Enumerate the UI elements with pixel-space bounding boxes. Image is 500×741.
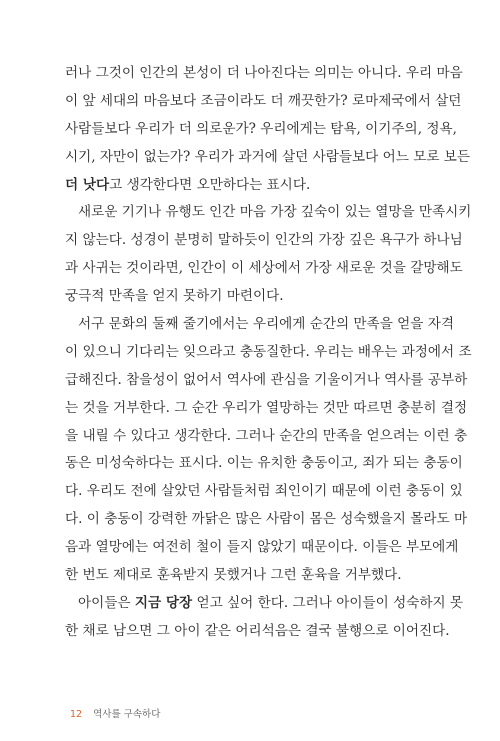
text-line <box>65 506 468 534</box>
text-run: 서구 문화의 둘째 줄기에서는 우리에게 순간의 만족을 얻을 자격 <box>78 316 454 333</box>
text-run: 이 있으니 기다리는 잊으라고 충동질한다. 우리는 배우는 과정에서 조 <box>65 343 472 360</box>
text-run: 사람들보다 우리가 더 의로운가? 우리에게는 탐욕, 이기주의, 정욕, <box>65 120 457 137</box>
text-run: 고 생각한다면 오만하다는 표시다. <box>109 176 311 193</box>
text-line <box>65 590 464 618</box>
text-line <box>65 534 459 562</box>
text-line <box>65 255 463 283</box>
text-run: 이 앞 세대의 마음보다 조금이라도 더 깨끗한가? 로마제국에서 살던 <box>65 92 462 109</box>
bold-text: 지금 당장 <box>134 594 193 611</box>
text-run: 동은 미성숙하다는 표시다. 이는 유치한 충동이고, 죄가 되는 충동이 <box>65 455 463 472</box>
text-run: 궁극적 만족을 얻지 못하기 마련이다. <box>65 288 284 305</box>
text-line <box>65 60 463 88</box>
text-run: 과 사귀는 것이라면, 인간이 이 세상에서 가장 새로운 것을 갈망해도 <box>65 260 463 277</box>
text-line <box>65 618 450 646</box>
text-run: 을 내릴 수 있다고 생각한다. 그러나 순간의 만족을 얻으려는 이런 충 <box>65 427 468 444</box>
text-line <box>65 172 437 200</box>
running-title: 역사를 구속하다 <box>93 709 161 720</box>
text-line <box>65 199 472 227</box>
page-footer <box>70 709 160 721</box>
page-number: 12 <box>70 709 83 720</box>
paragraph <box>65 60 471 199</box>
text-run: 다. 이 충동이 강력한 까닭은 많은 사람이 몸은 성숙했을지 몰라도 마 <box>65 511 468 528</box>
page-body <box>65 60 472 646</box>
text-run: 음과 열망에는 여전히 철이 들지 않았기 때문이다. 이들은 부모에게 <box>65 539 459 556</box>
text-run: 얻고 싶어 한다. 그러나 아이들이 성숙하지 못 <box>192 594 464 611</box>
text-line <box>65 395 468 423</box>
text-line <box>65 116 457 144</box>
text-run: 아이들은 <box>78 594 135 611</box>
text-run: 는 것을 거부한다. 그 순간 우리가 열망하는 것만 따르면 충분히 결정 <box>65 399 468 416</box>
bold-text: 더 낫다 <box>65 176 110 193</box>
text-line <box>65 423 468 451</box>
text-run: 다. 우리도 전에 살았던 사람들처럼 죄인이기 때문에 이런 충동이 있 <box>65 483 463 500</box>
text-line <box>65 562 437 590</box>
paragraph <box>65 311 472 590</box>
text-line <box>65 144 471 172</box>
text-line <box>65 367 468 395</box>
text-run: 한 채로 남으면 그 아이 같은 어리석음은 결국 불행으로 이어진다. <box>65 622 450 639</box>
text-line <box>65 450 463 478</box>
text-run: 새로운 기기나 유행도 인간 마음 가장 깊숙이 있는 열망을 만족시키 <box>78 204 472 221</box>
text-line <box>65 283 437 311</box>
text-line <box>65 478 463 506</box>
text-run: 급해진다. 참을성이 없어서 역사에 관심을 기울이거나 역사를 공부하 <box>65 371 468 388</box>
paragraph <box>65 590 464 646</box>
text-run: 시기, 자만이 없는가? 우리가 과거에 살던 사람들보다 어느 모로 보든 <box>65 148 471 165</box>
text-line <box>65 227 463 255</box>
paragraph <box>65 199 472 311</box>
text-run: 지 않는다. 성경이 분명히 말하듯이 인간의 가장 깊은 욕구가 하나님 <box>65 232 463 249</box>
text-line <box>65 88 462 116</box>
text-run: 러나 그것이 인간의 본성이 더 나아진다는 의미는 아니다. 우리 마음 <box>65 65 463 81</box>
text-line <box>65 311 454 339</box>
text-line <box>65 339 472 367</box>
text-run: 한 번도 제대로 훈육받지 못했거나 그런 훈육을 거부했다. <box>65 567 402 584</box>
